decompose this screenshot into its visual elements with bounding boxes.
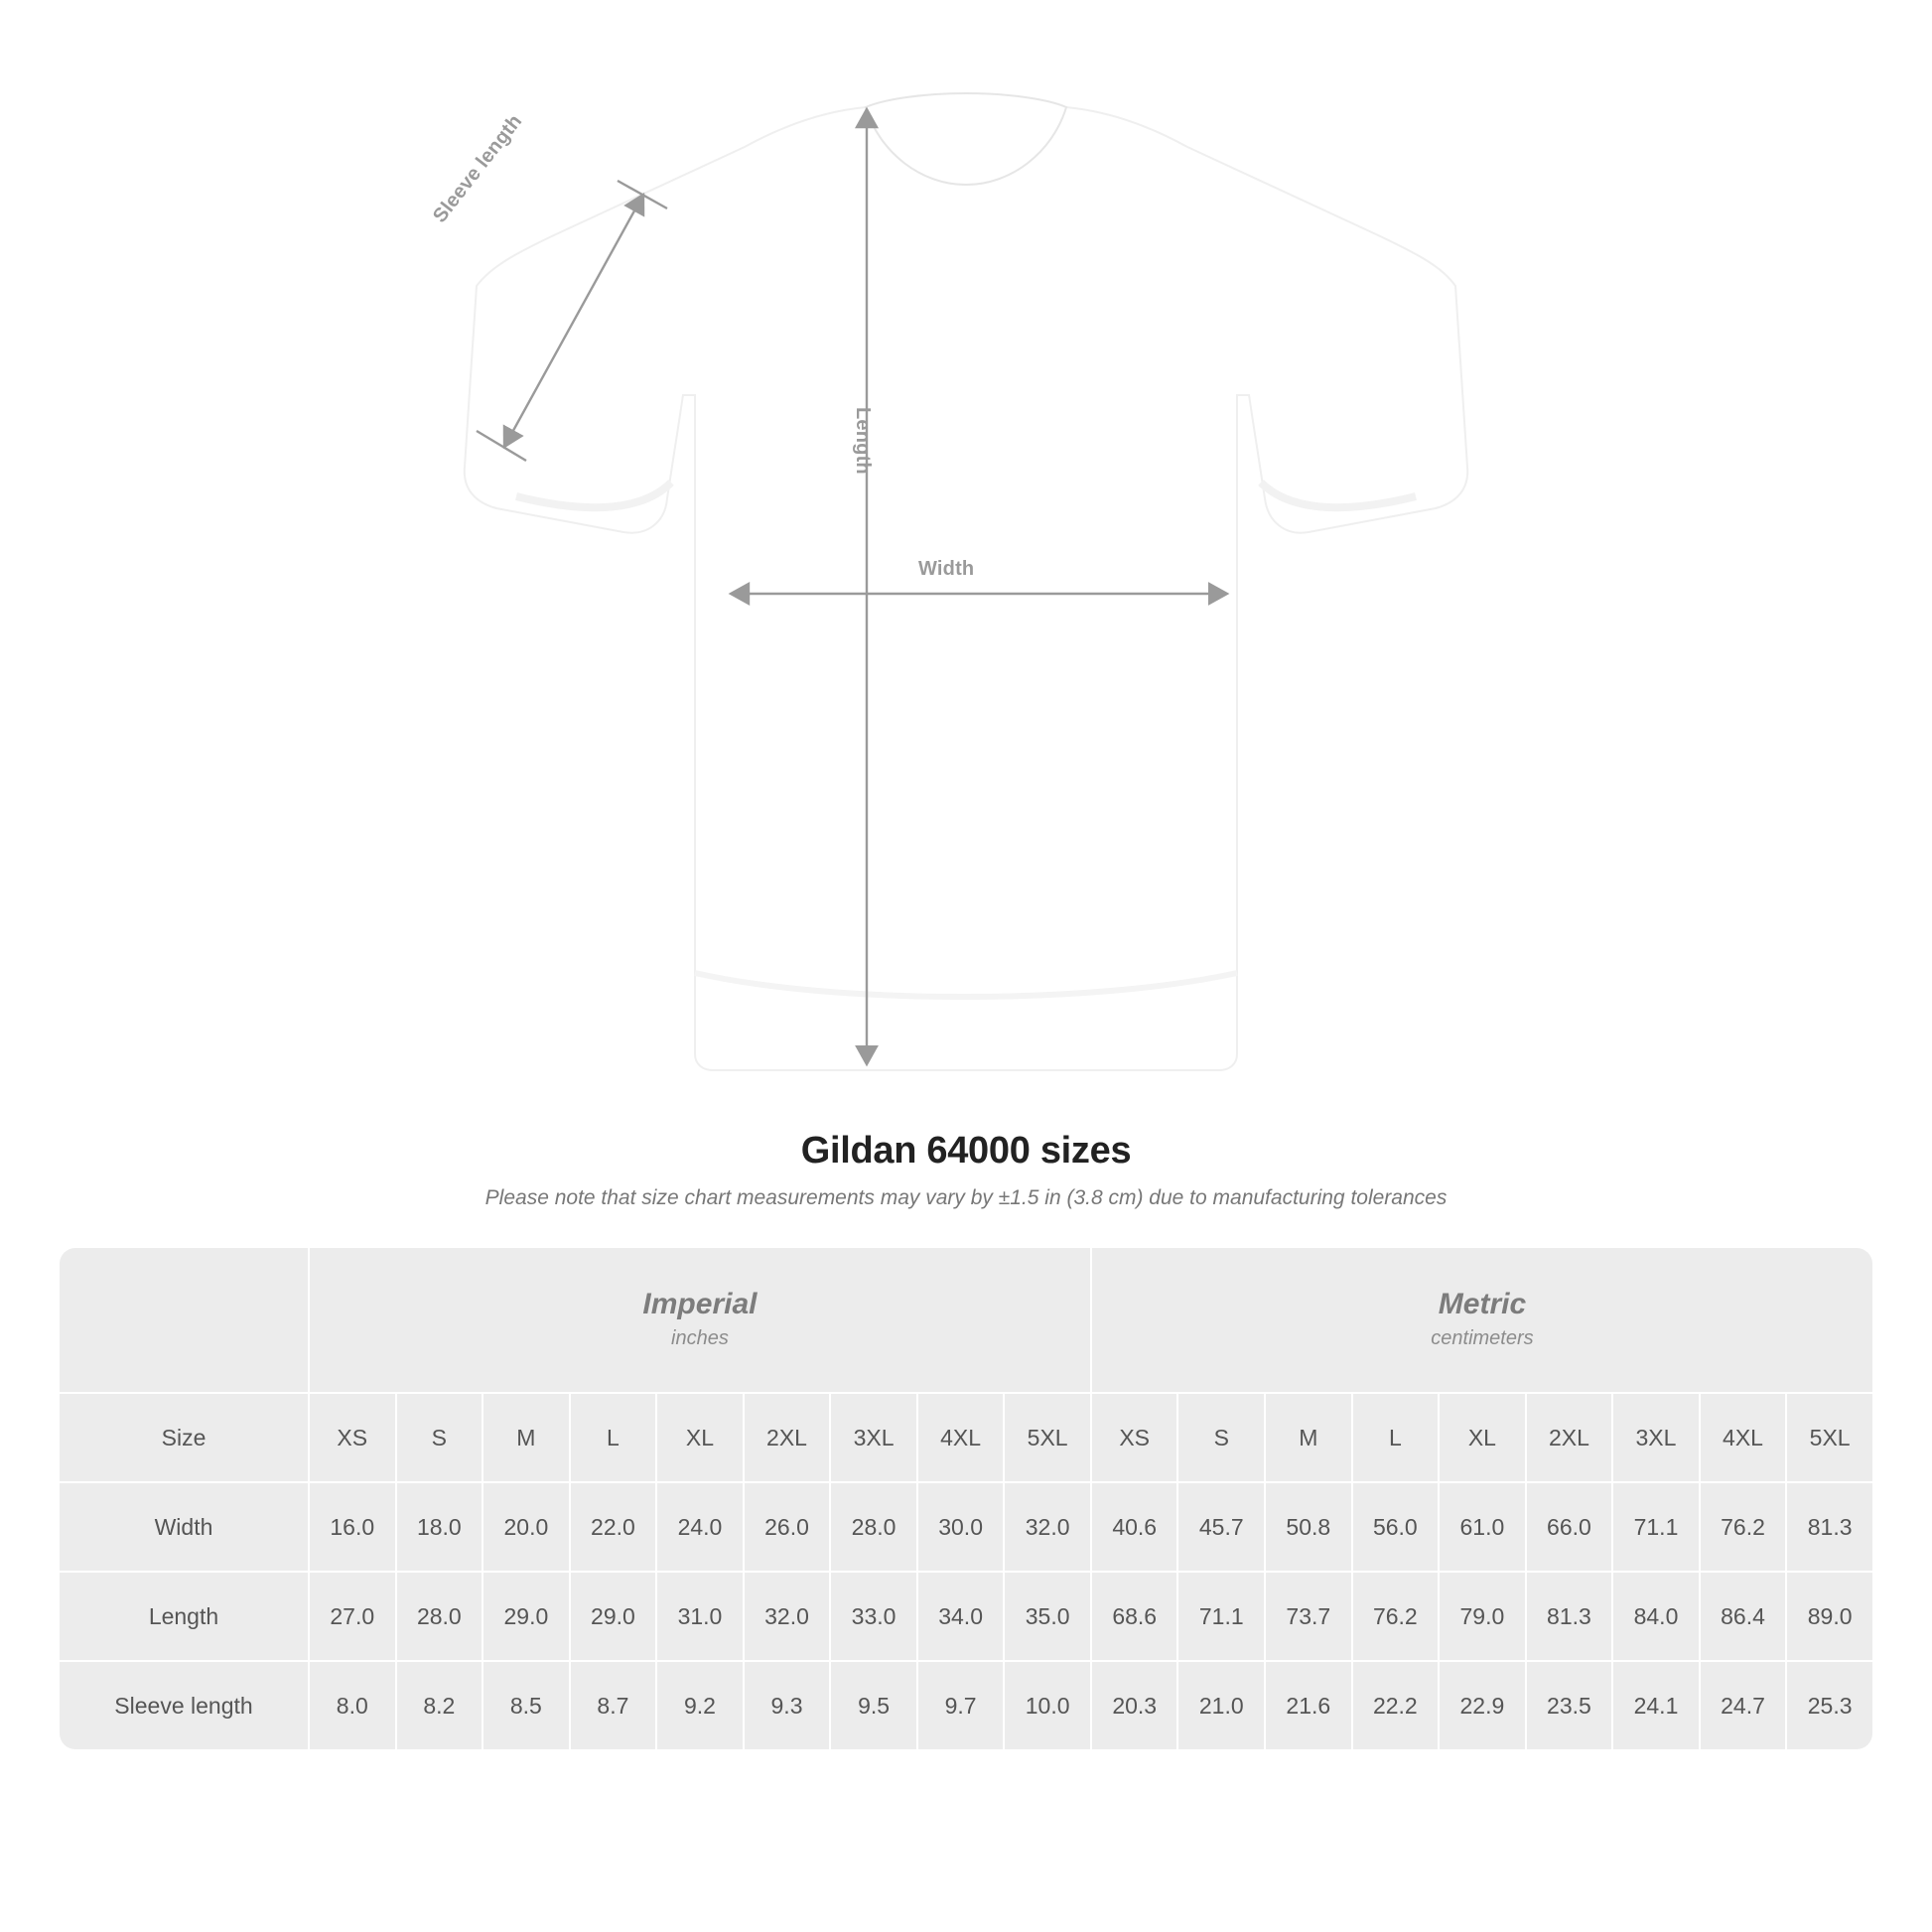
cell: 27.0 xyxy=(310,1573,395,1660)
cell: 8.2 xyxy=(397,1662,483,1749)
cell: 24.1 xyxy=(1613,1662,1699,1749)
cell: 81.3 xyxy=(1527,1573,1612,1660)
column-header: XS xyxy=(1092,1394,1177,1481)
cell: 32.0 xyxy=(745,1573,830,1660)
cell: 32.0 xyxy=(1005,1483,1090,1571)
cell: 9.3 xyxy=(745,1662,830,1749)
cell: 76.2 xyxy=(1353,1573,1439,1660)
unit-group-metric xyxy=(1092,1248,1872,1392)
row-label-length: Length xyxy=(60,1573,308,1660)
cell: 86.4 xyxy=(1701,1573,1786,1660)
unit-system-imperial: Imperial xyxy=(642,1287,758,1320)
size-table-body xyxy=(60,1248,1872,1749)
cell: 31.0 xyxy=(657,1573,743,1660)
row-label-width: Width xyxy=(60,1483,308,1571)
column-header: M xyxy=(483,1394,569,1481)
column-header: 2XL xyxy=(1527,1394,1612,1481)
cell: 76.2 xyxy=(1701,1483,1786,1571)
cell: 21.0 xyxy=(1178,1662,1264,1749)
unit-corner-cell xyxy=(60,1248,308,1392)
cell: 71.1 xyxy=(1178,1573,1264,1660)
cell: 10.0 xyxy=(1005,1662,1090,1749)
table-row xyxy=(60,1573,1872,1660)
table-row xyxy=(60,1483,1872,1571)
cell: 18.0 xyxy=(397,1483,483,1571)
column-header: XL xyxy=(657,1394,743,1481)
cell: 73.7 xyxy=(1266,1573,1351,1660)
cell: 8.0 xyxy=(310,1662,395,1749)
column-header: S xyxy=(397,1394,483,1481)
row-label-sleeve-length: Sleeve length xyxy=(60,1662,308,1749)
cell: 33.0 xyxy=(831,1573,916,1660)
column-header: L xyxy=(571,1394,656,1481)
size-header-row xyxy=(60,1394,1872,1481)
cell: 89.0 xyxy=(1787,1573,1872,1660)
cell: 9.2 xyxy=(657,1662,743,1749)
size-table-wrapper xyxy=(58,1246,1874,1751)
cell: 68.6 xyxy=(1092,1573,1177,1660)
cell: 34.0 xyxy=(918,1573,1004,1660)
cell: 22.9 xyxy=(1440,1662,1525,1749)
column-header: XL xyxy=(1440,1394,1525,1481)
cell: 9.7 xyxy=(918,1662,1004,1749)
column-header: S xyxy=(1178,1394,1264,1481)
unit-system-metric: Metric xyxy=(1438,1287,1527,1320)
cell: 66.0 xyxy=(1527,1483,1612,1571)
cell: 24.0 xyxy=(657,1483,743,1571)
cell: 22.0 xyxy=(571,1483,656,1571)
cell: 40.6 xyxy=(1092,1483,1177,1571)
cell: 28.0 xyxy=(831,1483,916,1571)
page-title: Gildan 64000 sizes xyxy=(800,1130,1132,1172)
size-table xyxy=(58,1246,1874,1751)
cell: 71.1 xyxy=(1613,1483,1699,1571)
cell: 50.8 xyxy=(1266,1483,1351,1571)
cell: 22.2 xyxy=(1353,1662,1439,1749)
cell: 9.5 xyxy=(831,1662,916,1749)
column-header: XS xyxy=(310,1394,395,1481)
column-header: 3XL xyxy=(1613,1394,1699,1481)
unit-sub-imperial: inches xyxy=(671,1327,729,1350)
width-label: Width xyxy=(918,558,975,580)
unit-header-row xyxy=(60,1248,1872,1392)
cell: 21.6 xyxy=(1266,1662,1351,1749)
cell: 30.0 xyxy=(918,1483,1004,1571)
cell: 20.3 xyxy=(1092,1662,1177,1749)
title-block xyxy=(0,1130,1932,1210)
cell: 79.0 xyxy=(1440,1573,1525,1660)
cell: 29.0 xyxy=(571,1573,656,1660)
cell: 28.0 xyxy=(397,1573,483,1660)
cell: 61.0 xyxy=(1440,1483,1525,1571)
cell: 8.5 xyxy=(483,1662,569,1749)
column-header: 2XL xyxy=(745,1394,830,1481)
cell: 56.0 xyxy=(1353,1483,1439,1571)
tolerance-note: Please note that size chart measurements may vary by ±1.5 in (3.8 cm) due to manufacturing tolerances xyxy=(484,1186,1448,1209)
unit-group-imperial xyxy=(310,1248,1090,1392)
column-header: 5XL xyxy=(1787,1394,1872,1481)
table-row xyxy=(60,1662,1872,1749)
unit-sub-metric: centimeters xyxy=(1431,1327,1534,1350)
cell: 26.0 xyxy=(745,1483,830,1571)
column-header: M xyxy=(1266,1394,1351,1481)
cell: 35.0 xyxy=(1005,1573,1090,1660)
cell: 23.5 xyxy=(1527,1662,1612,1749)
cell: 29.0 xyxy=(483,1573,569,1660)
cell: 84.0 xyxy=(1613,1573,1699,1660)
cell: 16.0 xyxy=(310,1483,395,1571)
cell: 8.7 xyxy=(571,1662,656,1749)
cell: 20.0 xyxy=(483,1483,569,1571)
cell: 24.7 xyxy=(1701,1662,1786,1749)
cell: 81.3 xyxy=(1787,1483,1872,1571)
column-header: 4XL xyxy=(1701,1394,1786,1481)
cell: 45.7 xyxy=(1178,1483,1264,1571)
column-header: 4XL xyxy=(918,1394,1004,1481)
length-label: Length xyxy=(852,407,874,475)
cell: 25.3 xyxy=(1787,1662,1872,1749)
column-header: 5XL xyxy=(1005,1394,1090,1481)
column-header: L xyxy=(1353,1394,1439,1481)
column-header: 3XL xyxy=(831,1394,916,1481)
size-header-cell: Size xyxy=(60,1394,308,1481)
sleeve-length-label: Sleeve length xyxy=(429,110,527,227)
tshirt-shape xyxy=(465,93,1467,1070)
